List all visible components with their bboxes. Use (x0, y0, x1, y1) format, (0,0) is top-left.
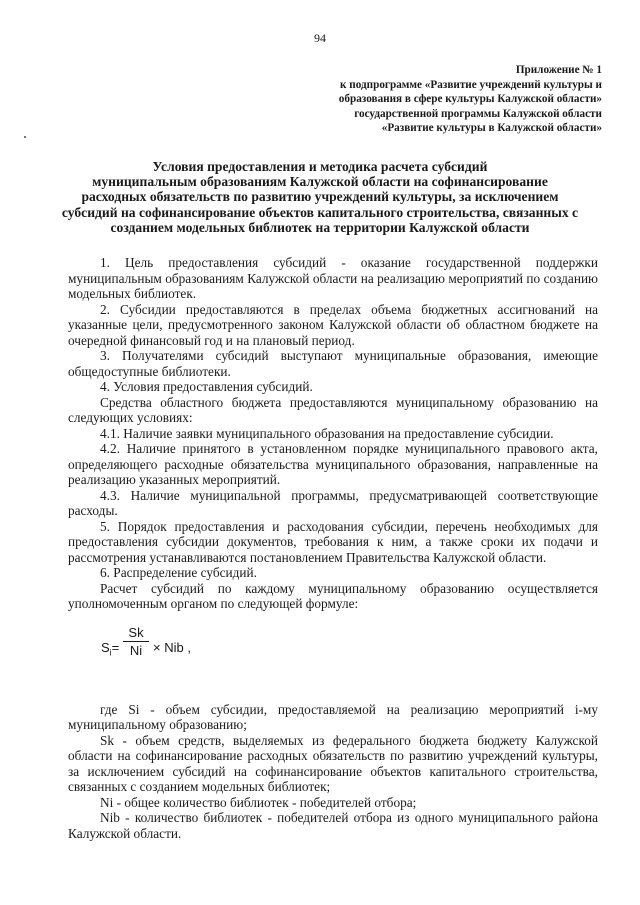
formula-rhs: × Nib , (153, 639, 191, 655)
appendix-header (242, 63, 602, 136)
paragraph: 5. Порядок предоставления и расходования субсидии, перечень необходимых для предоставления субсидии документов, требования к ним, а также сроки их подачи и рассмотрения устанавливаются постановлением Правительства Калужской области. (68, 518, 598, 565)
subsidy-formula (101, 624, 598, 672)
title-line: созданием модельных библиотек на территории Калужской области (110, 219, 530, 235)
paragraph: Расчет субсидий по каждому муниципальному образованию осуществляется уполномоченным органом по следующей формуле: (68, 580, 598, 611)
page-number: 94 (314, 31, 326, 45)
paragraph: где Si - объем субсидии, предоставляемой на реализацию мероприятий i-му муниципальному образованию; (68, 701, 598, 732)
paragraph: 2. Субсидии предоставляются в пределах объема бюджетных ассигнований на указанные цели, предусмотренного законом Калужской области об областном бюджете на очередной финансовый год и на плановый период. (68, 301, 598, 348)
paragraph: 4.2. Наличие принятого в установленном порядке муниципального правового акта, определяющего расходные обязательства муниципального образования, направленные на реализацию указанных мероприятий. (68, 441, 598, 487)
appendix-line: «Развитие культуры в Калужской области» (381, 122, 602, 135)
paragraph: 1. Цель предоставления субсидий - оказание государственной поддержки муниципальным образованиям Калужской области на реализацию мероприятий по созданию модельных библиотек. (68, 255, 598, 301)
formula-denominator: Ni (129, 642, 143, 658)
paragraph: 4.3. Наличие муниципальной программы, предусматривающей соответствующие расходы. (68, 487, 598, 518)
paragraph: 4.1. Наличие заявки муниципального образования на предоставление субсидии. (100, 425, 554, 441)
paragraph: Ni - общее количество библиотек - победителей отбора; (100, 794, 417, 810)
paragraph: 3. Получателями субсидий выступают муниципальные образования, имеющие общедоступные библиотеки. (68, 348, 598, 379)
title-line: муниципальным образованиям Калужской области на софинансирование (92, 174, 548, 190)
formula-numerator: Sk (123, 624, 149, 642)
formula-fraction (123, 624, 149, 659)
formula-lhs: $S_i=$ (101, 639, 120, 658)
title-line: Условия предоставления и методика расчета субсидий (152, 159, 488, 174)
appendix-line: к подпрограмме «Развитие учреждений культуры и (340, 78, 602, 91)
appendix-line: образования в сфере культуры Калужской области» (338, 93, 602, 106)
title-line: расходных обязательств по развитию учреждений культуры, за исключением (81, 189, 559, 205)
scan-artifact (24, 136, 26, 138)
document-body (68, 255, 598, 841)
document-title (60, 159, 580, 235)
appendix-line: Приложение № 1 (515, 64, 602, 76)
title-line: субсидий на софинансирование объектов капитального строительства, связанных с (61, 204, 579, 220)
paragraph: 6. Распределение субсидий. (100, 565, 257, 580)
appendix-line: государственной программы Калужской области (354, 107, 602, 120)
paragraph: Средства областного бюджета предоставляются муниципальному образованию на следующих условиях: (68, 394, 598, 425)
paragraph: 4. Условия предоставления субсидий. (100, 379, 313, 394)
paragraph: Nib - количество библиотек - победителей отбора из одного муниципального района Калужской области. (68, 810, 598, 841)
paragraph: Sk - объем средств, выделяемых из федерального бюджета бюджету Калужской области на софинансирование расходных обязательств по развитию учреждений культуры, за исключением субсидий на софинансирование объектов капитального строительства, связанных с созданием модельных библиотек; (68, 732, 598, 794)
